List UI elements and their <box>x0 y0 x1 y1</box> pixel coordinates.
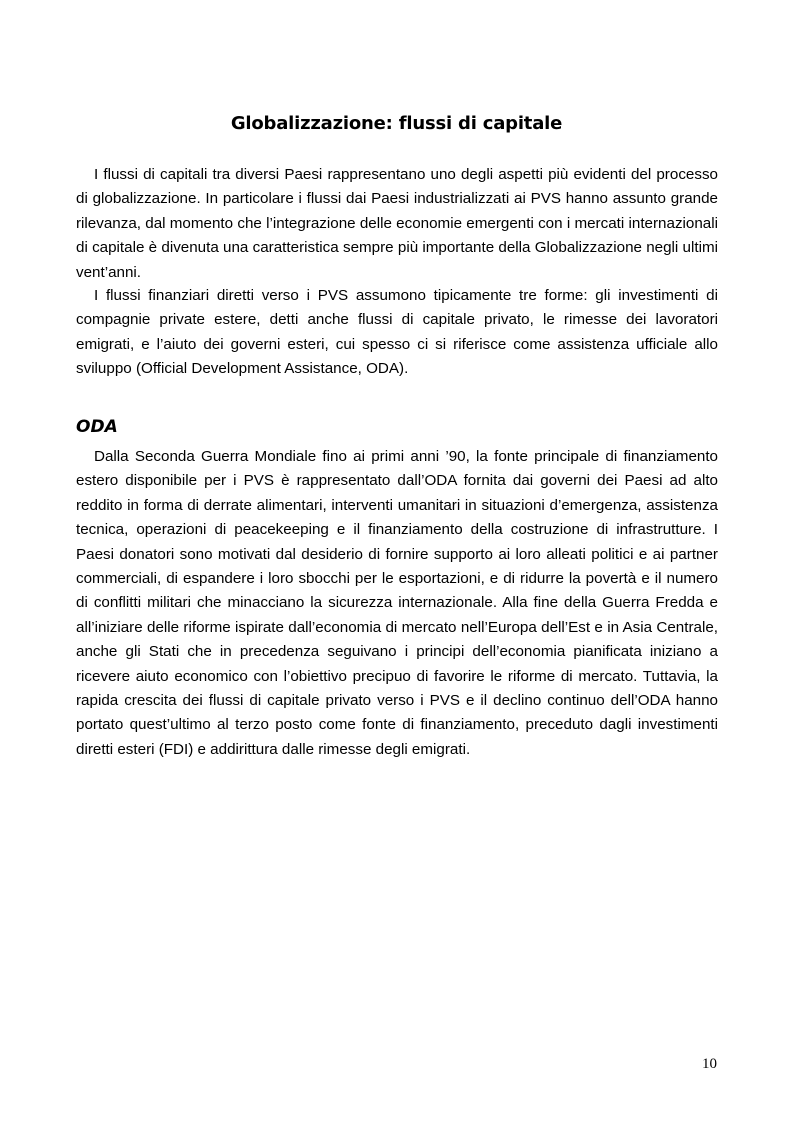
page-title: Globalizzazione: flussi di capitale <box>230 113 563 134</box>
intro-paragraph-1: I flussi di capitali tra diversi Paesi rappresentano uno degli aspetti più evidenti del processo di globalizzazione. In particolare i flussi dai Paesi industrializzati ai PVS hanno assunto grande rilevanza, dal momento che l’integrazione delle economie emergenti con i mercati internazionali di capitale è divenuta una caratteristica sempre più importante della Globalizzazione negli ultimi vent’anni. <box>76 166 718 281</box>
section-heading-oda: ODA <box>76 417 118 437</box>
page-number: 10 <box>702 1056 717 1072</box>
intro-paragraph-2: I flussi finanziari diretti verso i PVS assumono tipicamente tre forme: gli investimenti di compagnie private estere, detti anche flussi di capitale privato, le rimesse dei lavoratori emigrati, e l’aiuto dei governi esteri, cui spesso ci si riferisce come assistenza ufficiale allo sviluppo (Official Development Assistance, ODA). <box>76 287 718 378</box>
oda-paragraph: Dalla Seconda Guerra Mondiale fino ai primi anni ’90, la fonte principale di finanziamento estero disponibile per i PVS è rappresentato dall’ODA fornita dai governi dei Paesi ad alto reddito in forma di derrate alimentari, interventi umanitari in situazioni d’emergenza, assistenza tecnica, operazioni di peacekeeping e il finanziamento della costruzione di infrastrutture. I Paesi donatori sono motivati dal desiderio di fornire supporto ai loro alleati politici e ai partner commerciali, di espandere i loro sbocchi per le esportazioni, e di ridurre la povertà e il numero di conflitti militari che minacciano la sicurezza internazionale. Alla fine della Guerra Fredda e all’iniziare delle riforme ispirate dall’economia di mercato nell’Europa dell’Est e in Asia Centrale, anche gli Stati che in precedenza seguivano i principi dell’economia pianificata iniziano a ricevere aiuto economico con l’obiettivo precipuo di favorire le riforme di mercato. Tuttavia, la rapida crescita dei flussi di capitale privato verso i PVS e il declino continuo dell’ODA hanno portato quest’ultimo al terzo posto come fonte di finanziamento, preceduto dagli investimenti diretti esteri (FDI) e addirittura dalle rimesse degli emigrati. <box>76 448 718 758</box>
